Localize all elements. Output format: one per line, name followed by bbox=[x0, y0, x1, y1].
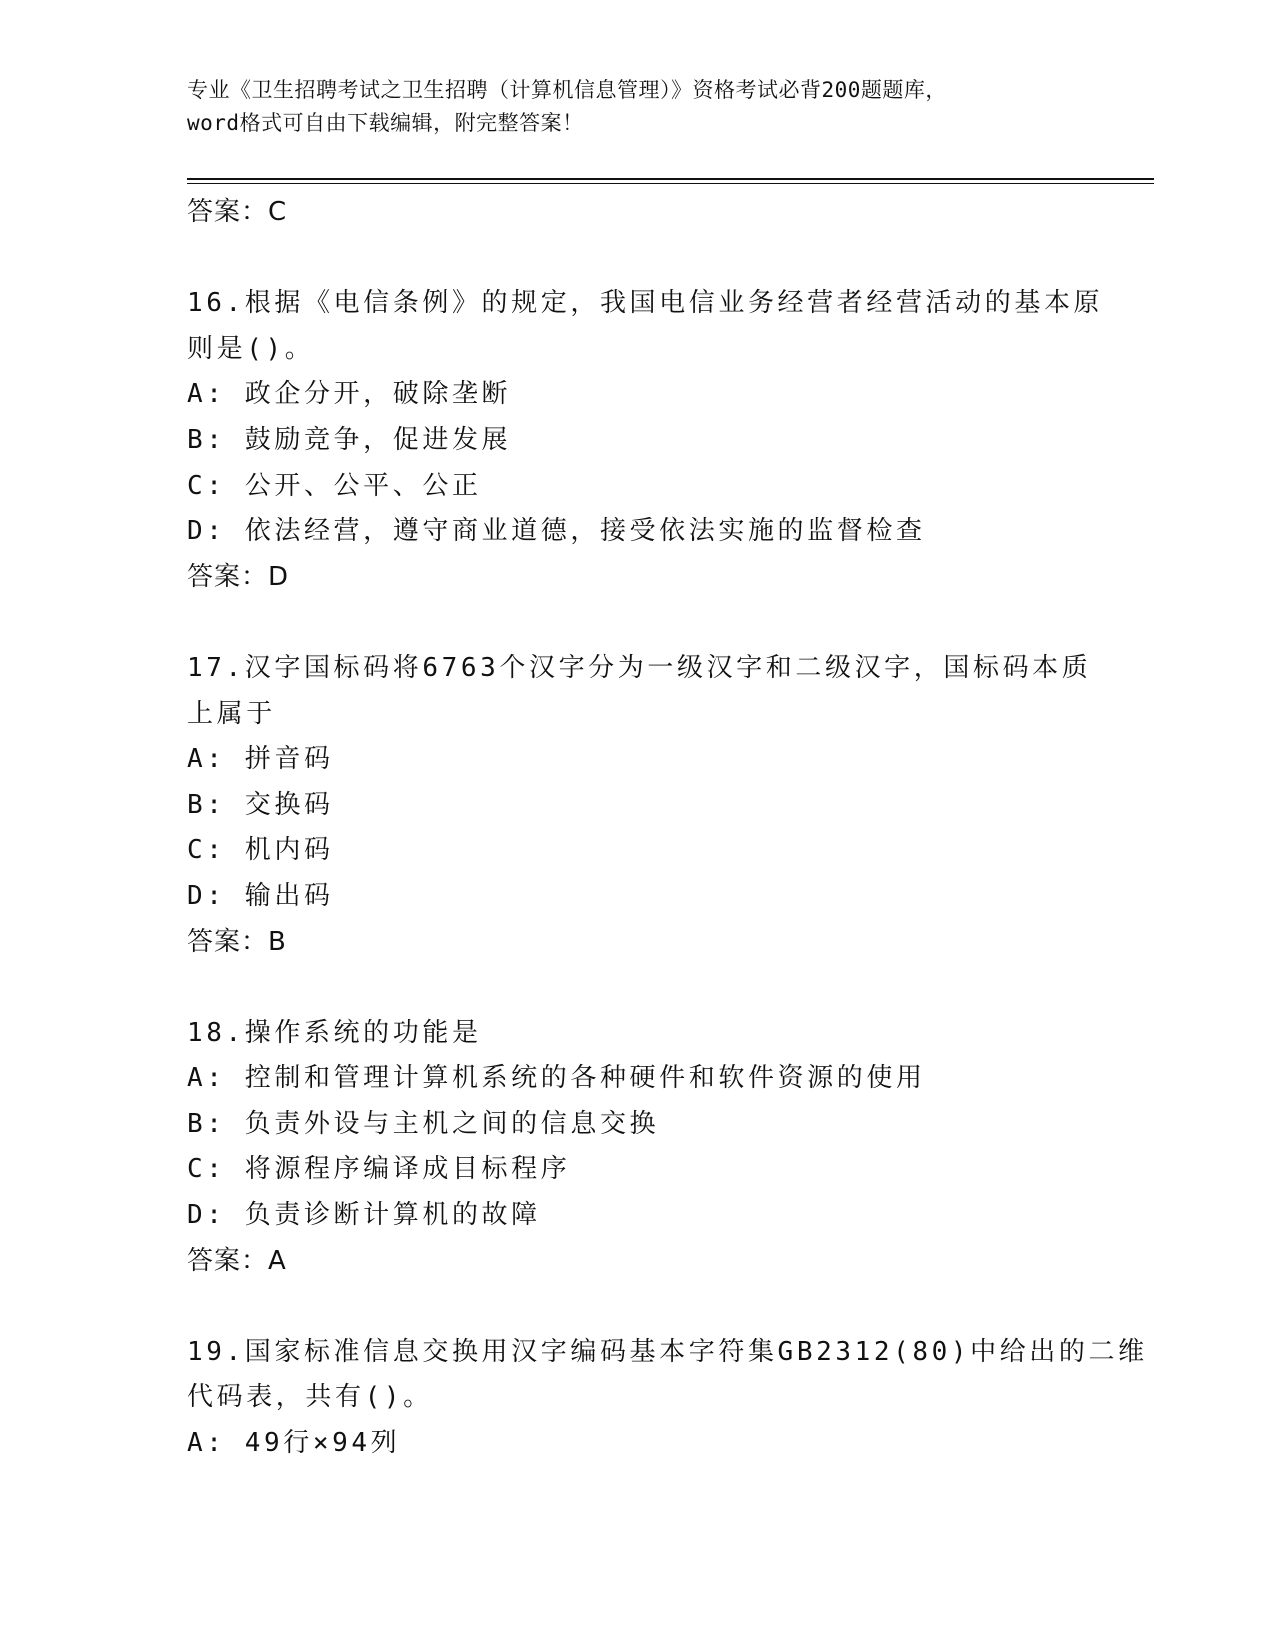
document-header bbox=[187, 74, 1087, 140]
header-divider-thin bbox=[187, 183, 1154, 184]
option-d: D: 负责诊断计算机的故障 bbox=[187, 1200, 541, 1231]
option-d: D: 依法经营，遵守商业道德，接受依法实施的监督检查 bbox=[187, 516, 926, 547]
option-c: C: 机内码 bbox=[187, 835, 334, 866]
answer: 答案：D bbox=[187, 561, 290, 592]
question-stem-line: 则是()。 bbox=[187, 333, 315, 364]
spacer bbox=[187, 965, 1087, 1011]
question-list bbox=[187, 190, 1148, 1467]
option-b: B: 鼓励竞争，促进发展 bbox=[187, 424, 512, 455]
question-stem-line: 18.操作系统的功能是 bbox=[187, 1017, 482, 1048]
question-stem-line: 上属于 bbox=[187, 698, 276, 729]
header-line-2: word格式可自由下载编辑，附完整答案！ bbox=[187, 111, 584, 135]
header-divider-thick bbox=[187, 178, 1154, 180]
option-a: A: 控制和管理计算机系统的各种硬件和软件资源的使用 bbox=[187, 1063, 926, 1094]
option-c: C: 将源程序编译成目标程序 bbox=[187, 1154, 571, 1185]
spacer bbox=[187, 236, 1087, 282]
answer-previous: 答案：C bbox=[187, 197, 288, 227]
question-stem-line: 19.国家标准信息交换用汉字编码基本字符集GB2312(80)中给出的二维 bbox=[187, 1336, 1148, 1367]
option-d: D: 输出码 bbox=[187, 880, 334, 911]
option-c: C: 公开、公平、公正 bbox=[187, 470, 482, 501]
answer: 答案：B bbox=[187, 926, 287, 957]
option-a: A: 政企分开，破除垄断 bbox=[187, 379, 512, 410]
question-stem-line: 代码表，共有()。 bbox=[187, 1382, 433, 1413]
question-17 bbox=[187, 646, 1092, 965]
question-19 bbox=[187, 1330, 1148, 1467]
question-stem-line: 16.根据《电信条例》的规定，我国电信业务经营者经营活动的基本原 bbox=[187, 288, 1104, 319]
question-stem-line: 17.汉字国标码将6763个汉字分为一级汉字和二级汉字，国标码本质 bbox=[187, 652, 1092, 683]
option-a: A: 49行×94列 bbox=[187, 1428, 401, 1459]
option-b: B: 交换码 bbox=[187, 789, 334, 820]
option-b: B: 负责外设与主机之间的信息交换 bbox=[187, 1108, 660, 1139]
spacer bbox=[187, 1284, 1087, 1330]
option-a: A: 拼音码 bbox=[187, 744, 334, 775]
question-16 bbox=[187, 281, 1104, 600]
answer: 答案：A bbox=[187, 1245, 287, 1276]
header-line-1: 专业《卫生招聘考试之卫生招聘（计算机信息管理）》资格考试必背200题题库， bbox=[187, 78, 947, 102]
question-18 bbox=[187, 1011, 1087, 1285]
spacer bbox=[187, 600, 1087, 646]
